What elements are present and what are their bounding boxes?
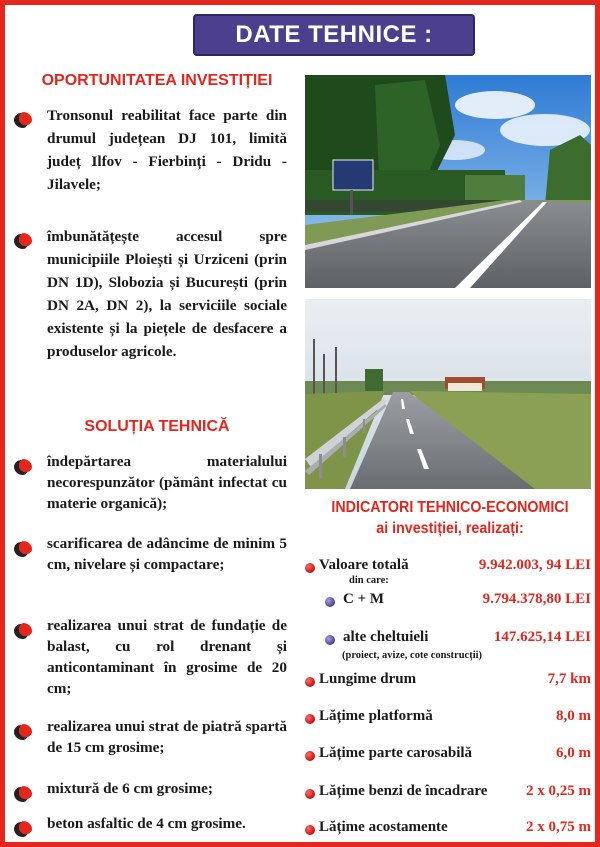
bullet-icon [14, 786, 32, 802]
solution-item-4: realizarea unui strat de piatră spartă de 15 cm grosime; [47, 718, 287, 756]
indicator-label: Lățime parte carosabilă [319, 745, 473, 761]
red-dot-icon [305, 825, 315, 835]
solution-item-3: realizarea unui strat de fundație de balast, cu rol drenant și anticontaminant în grosime de 20 cm; [47, 617, 287, 697]
opportunity-title: OPORTUNITATEA INVESTIȚIEI [41, 72, 273, 89]
solution-item-6: beton asfaltic de 4 cm grosime. [47, 815, 246, 832]
red-dot-icon [305, 677, 315, 687]
indicators-title-line2: ai investiției, realizați: [376, 520, 524, 537]
bullet-icon [14, 541, 32, 557]
indicator-label: Lățime benzi de încadrare [319, 783, 488, 799]
opportunity-item-1: Tronsonul reabilitat face parte din drumul județean DJ 101, limită județ Ilfov - Fierbinți - Dridu - Jilavele; [47, 107, 287, 193]
bullet-icon [14, 821, 32, 837]
other-costs-note: (proiect, avize, cote construcții) [342, 650, 483, 661]
indicators-title [317, 497, 584, 539]
solution-item-1: îndepărtarea materialului necorespunzător (pământ infectat cu materie organică); [47, 453, 287, 512]
indicator-value: 8,0 m [556, 708, 591, 724]
indicator-row [303, 745, 595, 767]
of-which-note: din care: [349, 575, 389, 586]
indicator-label: Lungime drum [319, 671, 417, 687]
bullet-icon [14, 724, 32, 740]
page-title: DATE TEHNICE : [235, 21, 433, 48]
road-photo-1 [305, 75, 591, 288]
header-banner [193, 14, 475, 56]
indicator-value: 2 x 0,75 m [526, 819, 591, 835]
solution-item-2: scarificarea de adâncime de minim 5 cm, nivelare și compactare; [47, 535, 287, 573]
indicator-row [303, 708, 595, 730]
indicator-row [303, 671, 595, 693]
indicator-total [303, 557, 595, 579]
indicator-value: 9.942.003, 94 LEI [478, 557, 591, 573]
indicator-label: Lățime acostamente [319, 819, 448, 835]
indicator-other [303, 629, 595, 651]
red-dot-icon [305, 751, 315, 761]
indicator-label: Valoare totală [319, 557, 409, 573]
indicators-title-line1: INDICATORI TEHNICO-ECONOMICI [331, 499, 569, 516]
indicator-value: 2 x 0,25 m [526, 783, 591, 799]
indicator-row [303, 819, 595, 841]
indicator-label: alte cheltuieli [343, 629, 429, 645]
indicator-value: 7,7 km [547, 671, 591, 687]
red-dot-icon [305, 789, 315, 799]
indicator-label: C + M [343, 591, 385, 607]
red-dot-icon [305, 563, 315, 573]
bullet-icon [14, 112, 32, 128]
opportunity-item-2: îmbunătățește accesul spre municipiile Ploiești și Urziceni (prin DN 1D), Slobozia și București (prin DN 2A, DN 2), la serviciile sociale existente și la piețele de desfacere a produselor agricole. [47, 228, 287, 360]
solution-title: SOLUȚIA TEHNICĂ [84, 418, 230, 435]
bullet-icon [14, 459, 32, 475]
indicator-value: 6,0 m [556, 745, 591, 761]
indicator-label: Lățime platformă [319, 708, 433, 724]
solution-item-5: mixtură de 6 cm grosime; [47, 780, 213, 797]
purple-dot-icon [325, 597, 335, 607]
purple-dot-icon [325, 635, 335, 645]
indicator-value: 147.625,14 LEI [493, 629, 591, 645]
bullet-icon [14, 623, 32, 639]
road-photo-2 [305, 299, 591, 489]
bullet-icon [14, 233, 32, 249]
indicator-row [303, 783, 595, 805]
red-dot-icon [305, 714, 315, 724]
indicator-value: 9.794.378,80 LEI [482, 591, 591, 607]
indicator-cm [303, 591, 595, 613]
